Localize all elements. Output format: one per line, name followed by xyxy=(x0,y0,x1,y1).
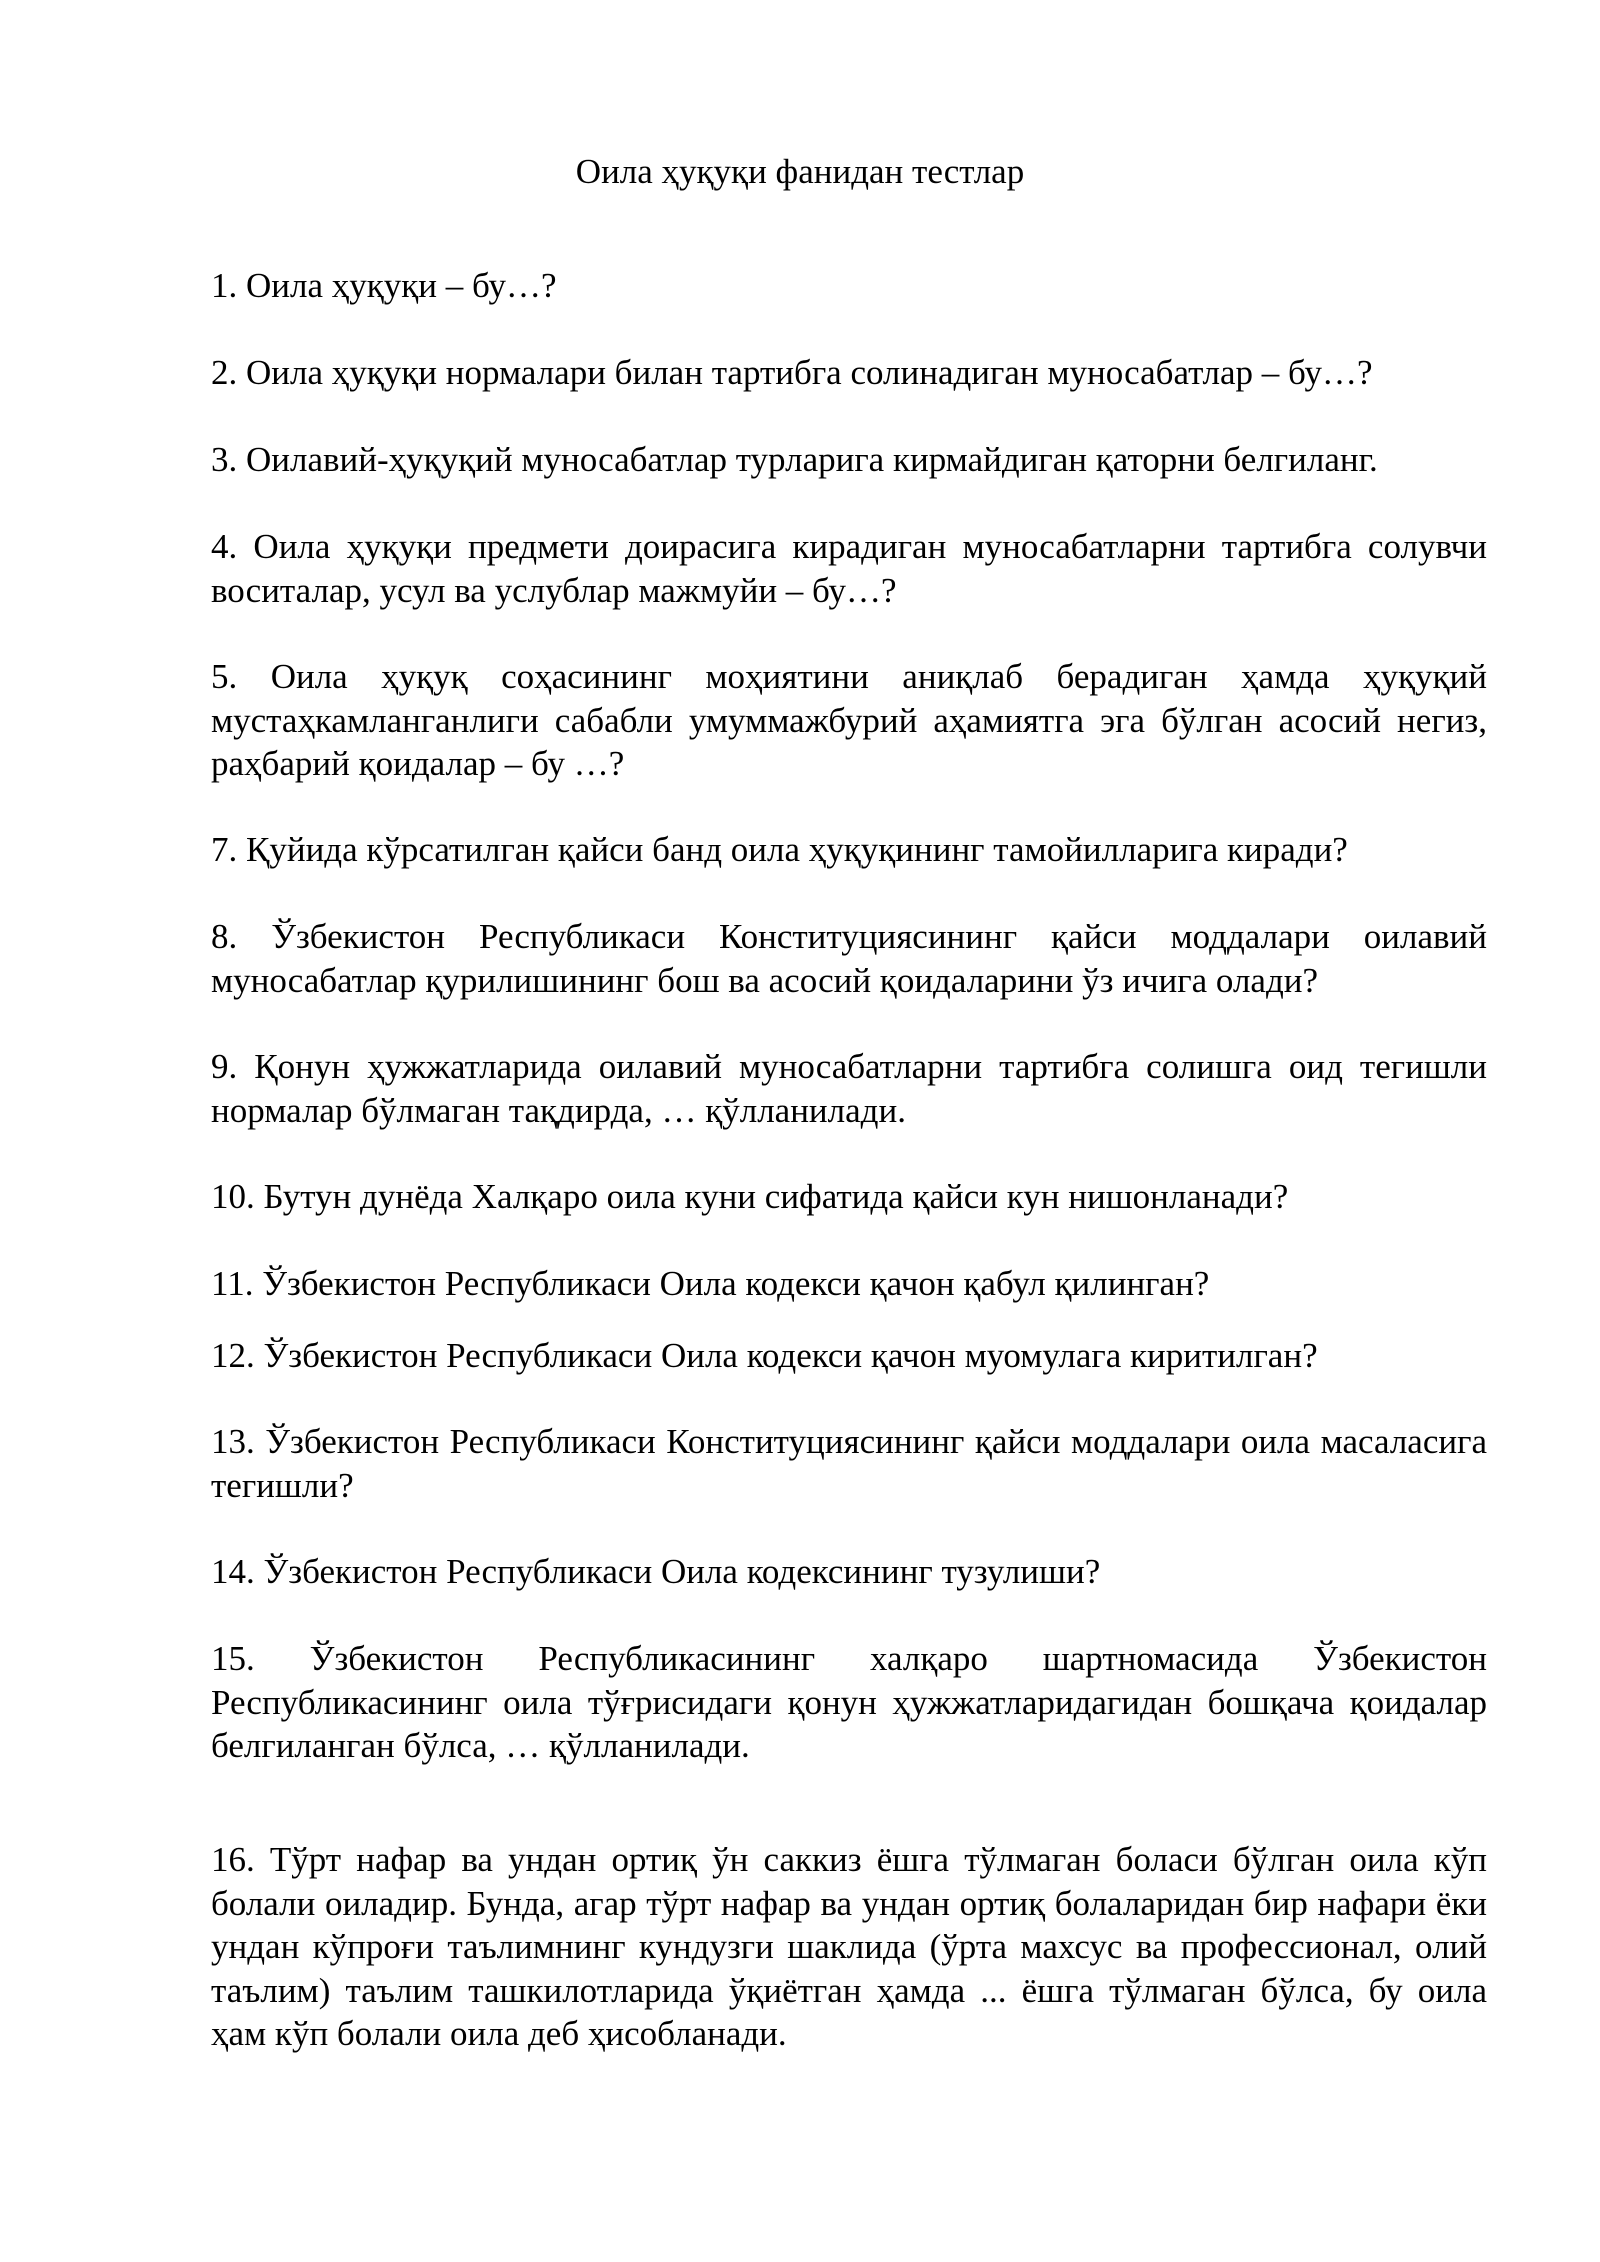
question-8: 8. Ўзбекистон Республикаси Конституциясининг қайси моддалари оилавий муносабатлар қурилишининг бош ва асосий қоидаларини ўз ичига олади? xyxy=(211,917,1487,1000)
question-1: 1. Оила ҳуқуқи – бу…? xyxy=(211,266,557,305)
question-11: 11. Ўзбекистон Республикаси Оила кодекси қачон қабул қилинган? xyxy=(211,1264,1210,1303)
question-10: 10. Бутун дунёда Халқаро оила куни сифатида қайси кун нишонланади? xyxy=(211,1177,1289,1216)
question-15: 15. Ўзбекистон Республикасининг халқаро шартномасида Ўзбекистон Республикасининг оила тўғрисидаги қонун ҳужжатларидагидан бошқача қоидалар белгиланган бўлса, … қўлланилади. xyxy=(211,1639,1487,1765)
question-7: 7. Қуйида кўрсатилган қайси банд оила ҳуқуқининг тамойилларига киради? xyxy=(211,830,1348,869)
document-title: Оила ҳуқуқи фанидан тестлар xyxy=(575,152,1025,191)
question-16: 16. Тўрт нафар ва ундан ортиқ ўн саккиз ёшга тўлмаган боласи бўлган оила кўп болали оиладир. Бунда, агар тўрт нафар ва ундан ортиқ болаларидан бир нафари ёки ундан кўпроғи таълимнинг кундузги шаклида (ўрта махсус ва профессионал, олий таълим) таълим ташкилотларида ўқиётган ҳамда ... ёшга тўлмаган бўлса, бу оила ҳам кўп болали оила деб ҳисобланади. xyxy=(211,1840,1487,2053)
question-4: 4. Оила ҳуқуқи предмети доирасига кирадиган муносабатларни тартибга солувчи воситалар, усул ва услублар мажмуйи – бу…? xyxy=(211,527,1487,610)
question-9: 9. Қонун ҳужжатларида оилавий муносабатларни тартибга солишга оид тегишли нормалар бўлмаган тақдирда, … қўлланилади. xyxy=(211,1047,1487,1130)
question-14: 14. Ўзбекистон Республикаси Оила кодексининг тузулиши? xyxy=(211,1552,1101,1591)
question-3: 3. Оилавий-ҳуқуқий муносабатлар турларига кирмайдиган қаторни белгиланг. xyxy=(211,440,1378,479)
question-5: 5. Оила ҳуқуқ соҳасининг моҳиятини аниқлаб берадиган ҳамда ҳуқуқий мустаҳкамланганлиги сабабли умуммажбурий аҳамиятга эга бўлган асосий негиз, раҳбарий қоидалар – бу …? xyxy=(211,657,1487,783)
question-12: 12. Ўзбекистон Республикаси Оила кодекси қачон муомулага киритилган? xyxy=(211,1336,1318,1375)
question-13: 13. Ўзбекистон Республикаси Конституциясининг қайси моддалари оила масаласига тегишли? xyxy=(211,1422,1487,1505)
question-2: 2. Оила ҳуқуқи нормалари билан тартибга солинадиган муносабатлар – бу…? xyxy=(211,353,1373,392)
